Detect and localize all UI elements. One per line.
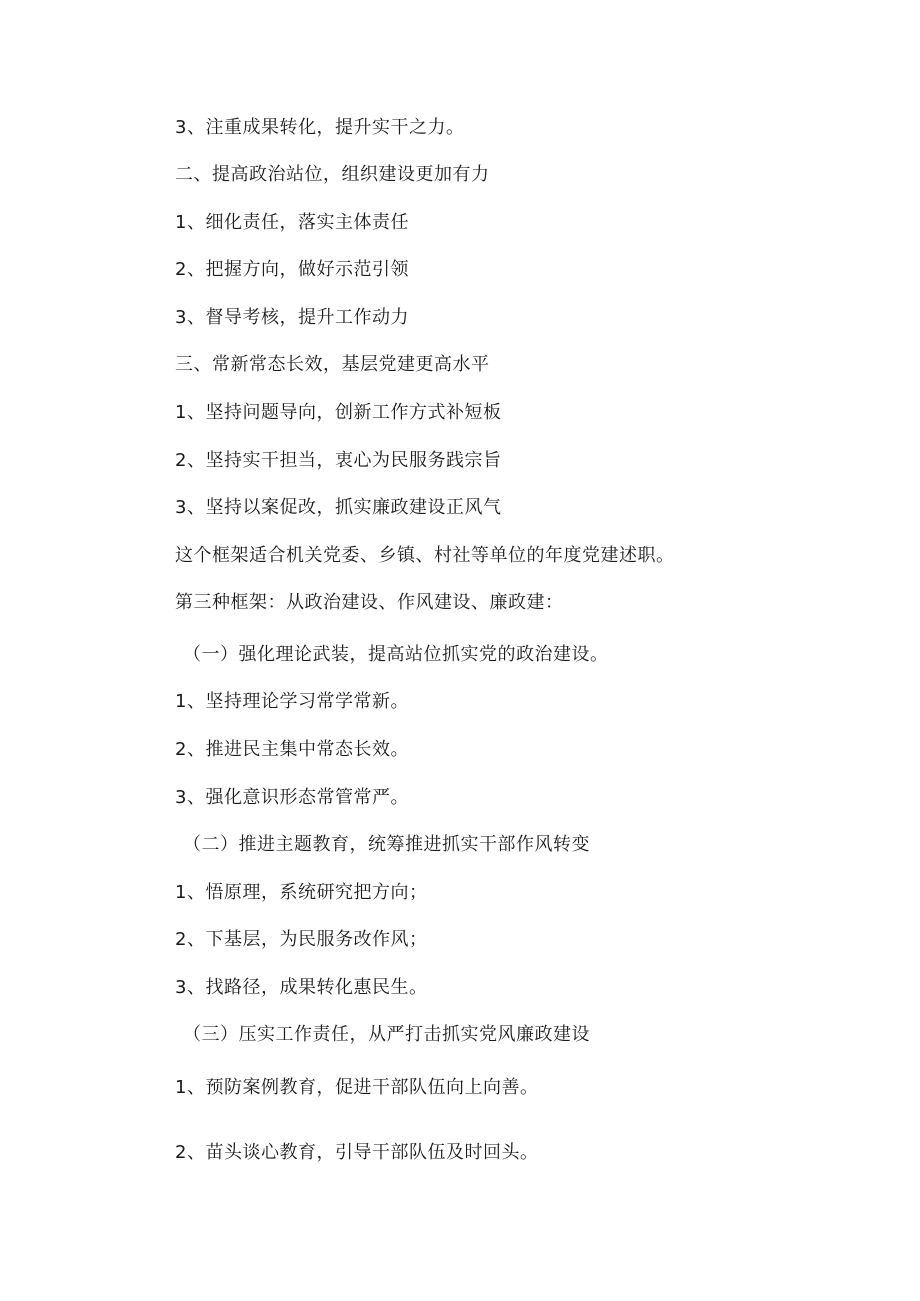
paragraph-line: 1、预防案例教育，促进干部队伍向上向善。	[175, 1077, 539, 1098]
subsection-heading: （三）压实工作责任，从严打击抓实党风廉政建设	[183, 1024, 590, 1045]
paragraph-line: 2、坚持实干担当，衷心为民服务践宗旨	[175, 450, 502, 471]
paragraph-line: 3、坚持以案促改，抓实廉政建设正风气	[175, 497, 502, 518]
paragraph-line: 3、注重成果转化，提升实干之力。	[175, 117, 465, 138]
paragraph-line: 1、细化责任，落实主体责任	[175, 212, 409, 233]
paragraph-line: 2、苗头谈心教育，引导干部队伍及时回头。	[175, 1142, 539, 1163]
paragraph-line: 第三种框架：从政治建设、作风建设、廉政建：	[175, 592, 564, 613]
paragraph-line: 2、把握方向，做好示范引领	[175, 259, 409, 280]
paragraph-line: 这个框架适合机关党委、乡镇、村社等单位的年度党建述职。	[175, 545, 675, 566]
subsection-heading: （二）推进主题教育，统筹推进抓实干部作风转变	[183, 834, 590, 855]
paragraph-line: 1、坚持问题导向，创新工作方式补短板	[175, 402, 502, 423]
subsection-heading: （一）强化理论武装，提高站位抓实党的政治建设。	[183, 644, 609, 665]
paragraph-line: 3、强化意识形态常管常严。	[175, 787, 409, 808]
section-heading: 三、常新常态长效，基层党建更高水平	[175, 354, 490, 375]
paragraph-line: 2、推进民主集中常态长效。	[175, 739, 409, 760]
paragraph-line: 1、悟原理，系统研究把方向；	[175, 882, 428, 903]
section-heading: 二、提高政治站位，组织建设更加有力	[175, 164, 490, 185]
paragraph-line: 1、坚持理论学习常学常新。	[175, 691, 409, 712]
paragraph-line: 3、督导考核，提升工作动力	[175, 307, 409, 328]
paragraph-line: 2、下基层，为民服务改作风；	[175, 929, 428, 950]
paragraph-line: 3、找路径，成果转化惠民生。	[175, 977, 428, 998]
